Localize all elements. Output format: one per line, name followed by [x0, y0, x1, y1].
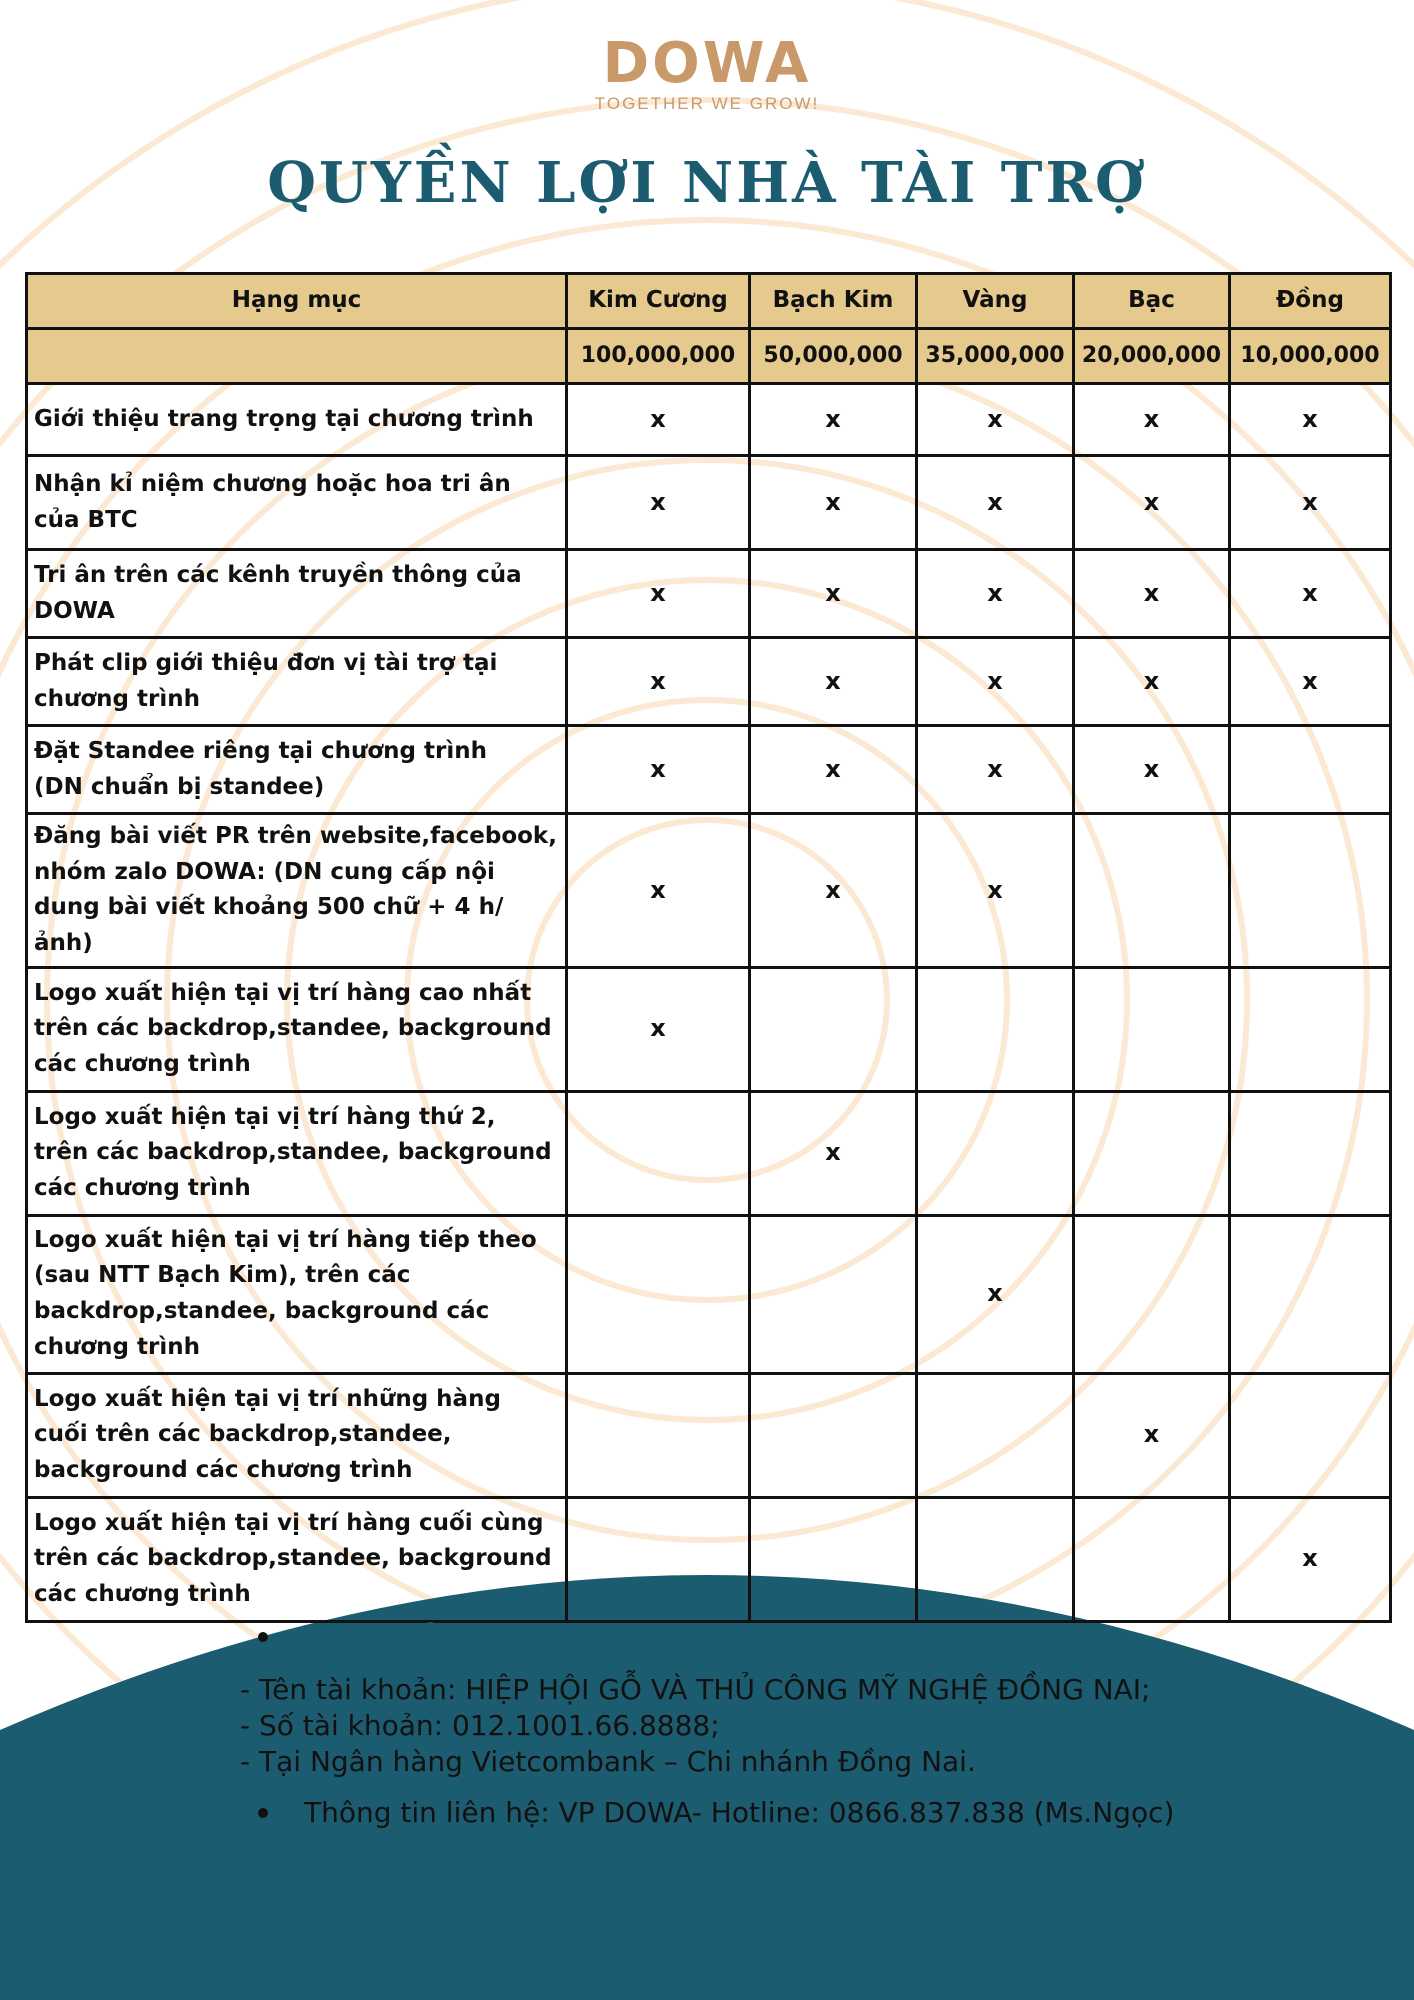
table-row — [27, 967, 1391, 1091]
table-row — [27, 1091, 1391, 1215]
tier-price: 50,000,000 — [750, 329, 917, 384]
tier-header: Vàng — [917, 274, 1074, 329]
tier-header: Kim Cương — [567, 274, 750, 329]
benefit-mark: x — [567, 456, 750, 550]
benefit-mark: x — [1230, 1497, 1391, 1621]
benefit-label: Giới thiệu trang trọng tại chương trình — [27, 384, 567, 456]
benefit-mark: x — [917, 726, 1074, 814]
account-number: - Số tài khoản: 012.1001.66.8888; — [240, 1709, 720, 1742]
benefit-label: Logo xuất hiện tại vị trí hàng thứ 2, trên các backdrop,standee, background các chương trình — [27, 1091, 567, 1215]
table-row — [27, 384, 1391, 456]
benefit-mark — [917, 1091, 1074, 1215]
tier-price: 20,000,000 — [1074, 329, 1230, 384]
benefit-label: Logo xuất hiện tại vị trí hàng cuối cùng trên các backdrop,standee, background các chương trình — [27, 1497, 567, 1621]
logo-tagline: TOGETHER WE GROW! — [594, 94, 820, 113]
benefit-mark — [1074, 1091, 1230, 1215]
benefit-mark — [1074, 1215, 1230, 1373]
benefit-mark — [567, 1373, 750, 1497]
benefit-mark — [567, 1091, 750, 1215]
benefit-mark: x — [917, 638, 1074, 726]
benefit-mark — [1230, 726, 1391, 814]
benefit-mark: x — [567, 814, 750, 968]
contact-info — [240, 1796, 1174, 1829]
benefit-mark — [1230, 1215, 1391, 1373]
benefit-mark: x — [917, 456, 1074, 550]
account-name: - Tên tài khoản: HIỆP HỘI GỖ VÀ THỦ CÔNG MỸ NGHỆ ĐỒNG NAI; — [240, 1673, 1151, 1706]
footer-info — [240, 1620, 1174, 1829]
logo-wordmark: DOWA — [602, 31, 812, 96]
benefit-mark — [750, 1497, 917, 1621]
table-row — [27, 814, 1391, 968]
table-row — [27, 1497, 1391, 1621]
tier-header-row — [27, 274, 1391, 329]
bullet-icon — [258, 1808, 268, 1818]
brand-logo — [0, 31, 1414, 114]
benefit-mark: x — [750, 384, 917, 456]
benefit-mark — [917, 1373, 1074, 1497]
benefit-mark — [1230, 1373, 1391, 1497]
benefit-mark — [1230, 1091, 1391, 1215]
benefit-label: Nhận kỉ niệm chương hoặc hoa tri ân của BTC — [27, 456, 567, 550]
tier-header: Bạch Kim — [750, 274, 917, 329]
benefit-mark: x — [917, 814, 1074, 968]
benefit-mark: x — [1230, 456, 1391, 550]
bullet-icon — [258, 1632, 268, 1642]
table-row — [27, 726, 1391, 814]
benefit-mark: x — [1230, 638, 1391, 726]
account-heading-text: Tài khoản nhận tài trợ: — [304, 1620, 676, 1654]
benefit-mark: x — [567, 550, 750, 638]
benefit-mark: x — [567, 638, 750, 726]
benefit-mark — [1074, 1497, 1230, 1621]
price-header-blank — [27, 329, 567, 384]
benefit-mark: x — [750, 1091, 917, 1215]
benefit-mark: x — [1074, 726, 1230, 814]
benefit-mark: x — [917, 550, 1074, 638]
benefit-mark: x — [1074, 456, 1230, 550]
benefit-mark: x — [567, 384, 750, 456]
benefit-mark: x — [750, 814, 917, 968]
benefit-mark: x — [1074, 1373, 1230, 1497]
benefit-rows — [27, 384, 1391, 1622]
account-bank: - Tại Ngân hàng Vietcombank – Chi nhánh Đồng Nai. — [240, 1745, 976, 1778]
benefit-mark: x — [750, 638, 917, 726]
benefit-mark: x — [1074, 550, 1230, 638]
table-row — [27, 456, 1391, 550]
benefit-mark — [1074, 967, 1230, 1091]
table-row — [27, 638, 1391, 726]
benefit-mark — [567, 1497, 750, 1621]
benefit-mark — [917, 967, 1074, 1091]
benefit-mark: x — [917, 1215, 1074, 1373]
tier-price: 35,000,000 — [917, 329, 1074, 384]
benefit-mark — [750, 1373, 917, 1497]
benefit-label: Logo xuất hiện tại vị trí hàng tiếp theo (sau NTT Bạch Kim), trên các backdrop,standee, background các chương trình — [27, 1215, 567, 1373]
benefit-mark: x — [1074, 384, 1230, 456]
tier-header: Bạc — [1074, 274, 1230, 329]
benefit-mark — [750, 1215, 917, 1373]
page-title: QUYỀN LỢI NHÀ TÀI TRỢ — [267, 150, 1147, 216]
benefit-mark — [750, 967, 917, 1091]
account-details — [240, 1672, 1174, 1780]
benefit-mark — [1074, 814, 1230, 968]
benefit-mark: x — [1230, 384, 1391, 456]
benefit-mark: x — [750, 726, 917, 814]
table-row — [27, 1215, 1391, 1373]
sponsor-benefits-table — [25, 272, 1392, 1623]
benefit-label: Đặt Standee riêng tại chương trình (DN chuẩn bị standee) — [27, 726, 567, 814]
contact-text: Thông tin liên hệ: VP DOWA- Hotline: 0866.837.838 (Ms.Ngọc) — [304, 1796, 1175, 1829]
benefit-mark — [1230, 967, 1391, 1091]
benefit-mark — [567, 1215, 750, 1373]
tier-header: Đồng — [1230, 274, 1391, 329]
benefit-label: Logo xuất hiện tại vị trí hàng cao nhất trên các backdrop,standee, background các chương trình — [27, 967, 567, 1091]
benefit-label: Đăng bài viết PR trên website,facebook, nhóm zalo DOWA: (DN cung cấp nội dung bài viết khoảng 500 chữ + 4 h/ảnh) — [27, 814, 567, 968]
benefit-label: Phát clip giới thiệu đơn vị tài trợ tại chương trình — [27, 638, 567, 726]
benefit-mark: x — [567, 726, 750, 814]
benefit-mark — [917, 1497, 1074, 1621]
benefit-label: Tri ân trên các kênh truyền thông của DOWA — [27, 550, 567, 638]
benefit-mark: x — [917, 384, 1074, 456]
table-row — [27, 550, 1391, 638]
benefit-mark: x — [1074, 638, 1230, 726]
tier-price: 10,000,000 — [1230, 329, 1391, 384]
account-heading — [240, 1620, 1174, 1654]
benefit-mark: x — [1230, 550, 1391, 638]
benefit-label: Logo xuất hiện tại vị trí những hàng cuối trên các backdrop,standee, background các chương trình — [27, 1373, 567, 1497]
benefit-mark: x — [750, 550, 917, 638]
tier-price-row — [27, 329, 1391, 384]
tier-price: 100,000,000 — [567, 329, 750, 384]
benefit-mark: x — [750, 456, 917, 550]
benefit-mark — [1230, 814, 1391, 968]
table-row — [27, 1373, 1391, 1497]
category-header: Hạng mục — [27, 274, 567, 329]
benefit-mark: x — [567, 967, 750, 1091]
